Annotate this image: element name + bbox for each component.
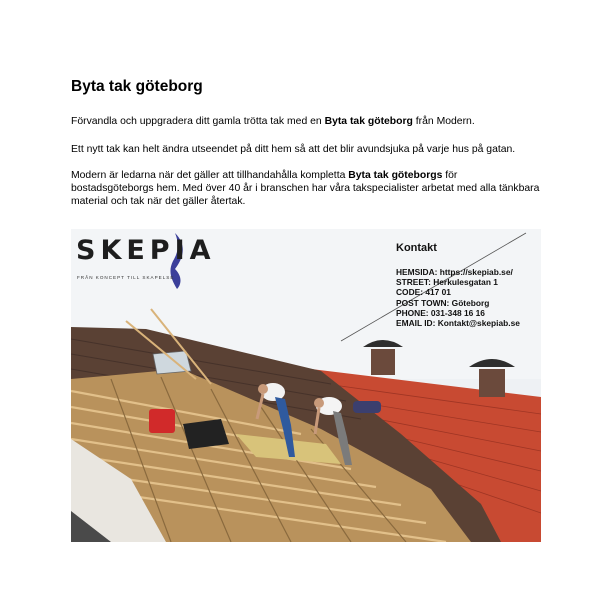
toolbox <box>149 409 175 433</box>
contact-code: CODE: 417 01 <box>396 287 451 298</box>
intro-paragraph <box>71 115 541 128</box>
logo-wordmark: SKEPIA <box>76 235 216 266</box>
article <box>71 78 541 221</box>
intro-text-end: från Modern. <box>412 116 475 127</box>
third-text-end: för bostadsgöteborgs hem. Med över 40 år i branschen har våra takspecialister arbetat med alla tänkbara material och tak när det gäller återtak. <box>71 170 540 207</box>
contact-street: STREET: Herkulesgatan 1 <box>396 277 498 288</box>
roofing-photo <box>71 229 541 542</box>
third-text-start: Modern är ledarna när det gäller att tillhandahålla kompletta <box>71 170 349 181</box>
second-paragraph: Ett nytt tak kan helt ändra utseendet på ditt hem så att det blir avundsjuka på varje hus på gatan. <box>71 144 516 155</box>
contact-town: POST TOWN: Göteborg <box>396 297 490 308</box>
contact-website: HEMSIDA: https://skepiab.se/ <box>396 267 513 277</box>
contact-email: EMAIL ID: Kontakt@skepiab.se <box>396 318 520 329</box>
logo-tagline: FRÅN KONCEPT TILL SKAPELSE <box>77 275 175 280</box>
contact-phone: PHONE: 031-348 16 16 <box>396 307 485 318</box>
page-title: Byta tak göteborg <box>71 78 203 95</box>
intro-keyword: Byta tak göteborg <box>324 116 413 127</box>
third-paragraph <box>71 169 541 208</box>
third-keyword: Byta tak göteborgs <box>348 170 443 181</box>
contact-block <box>396 242 520 328</box>
tool-tray <box>183 419 229 449</box>
intro-text-start: Förvandla och uppgradera ditt gamla trötta tak med en <box>71 116 325 127</box>
contact-title: Kontakt <box>396 242 437 254</box>
